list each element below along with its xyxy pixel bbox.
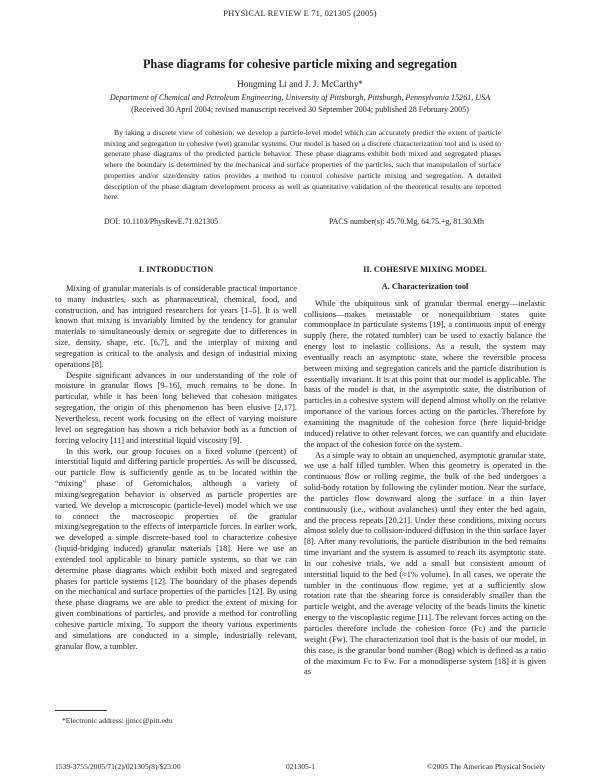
- abstract: By taking a discrete view of cohesion, we develop a particle-level model which can accurately predict the extent of particle mixing and segregation in cohesive (wet) granular systems. Our model is based on a discrete characterization tool and is used to generate phase diagrams of the predicted particle behavior. These phase diagrams exhibit both mixed and segregated phases where the boundary is determined by the mechanical and surface properties of the particles, such that manipulation of surface properties and/or size/density ratios provides a method to control cohesive particle mixing and segregation. A detailed description of the phase diagram development process as well as quantitative validation of the theoretical results are reported here.: [104, 128, 501, 202]
- footnote: *Electronic address: jjmcc@pitt.edu: [62, 716, 173, 725]
- paragraph: As a simple way to obtain an unquenched, asymptotic granular state, we use a half filled tumbler. When this geometry is operated in the continuous flow or rolling regime, the bulk of the bed undergoes a solid-body rotation by following the cylinder motion. Near the surface, the particles flow downward along the surface in a thin layer continuously (i.e., without avalanches) until they enter the bed again, and the process repeats [20,21]. Under these conditions, mixing occurs almost solely due to collision-induced diffusion in the thin surface layer [8]. After many revolutions, the particle distribution in the bed remains time invariant and the system is assumed to reach its asymptotic state. In our cohesive trials, we add a small but consistent amount of interstitial liquid to the bed (≈1% volume). In all cases, we operate the tumbler in the continuous flow regime, yet at a sufficiently slow rotation rate that the shearing force is considerably smaller than the particle weight, and the average velocity of the beads limits the kinetic energy to the viscoplastic regime [11]. The relevant forces acting on the particles therefore include the cohesion force (Fc) and the particle weight (Fw). The characterization tool that is the basis of our model, in this case, is the granular bond number (Bog) which is defined as a ratio of the maximum Fc to Fw. For a monodisperse system [18] it is given as: [304, 450, 546, 677]
- paragraph: Mixing of granular materials is of considerable practical importance to many industries, such as pharmaceutical, chemical, food, and construction, and has intrigued researchers for years [1–5]. It is well known that mixing is invariably limited by the tendency for granular materials to simultaneously demix or segregate due to differences in size, density, shape, etc. [6,7], and the interplay of mixing and segregation is critical to the analysis and design of industrial mixing operations [8].: [55, 283, 297, 369]
- footer-publisher: ©2005 The American Physical Society: [427, 762, 546, 771]
- paper-title: Phase diagrams for cohesive particle mixing and segregation: [142, 57, 458, 71]
- section-heading-introduction: I. INTRODUCTION: [138, 265, 214, 274]
- right-column: [304, 265, 546, 678]
- paragraph: In this work, our group focuses on a fixed volume (percent) of interstitial liquid and differing particle properties. As will be discussed, our particle flow is sufficiently gentle as to be located within the “mixing” phase of Geromichalos, although a variety of mixing/segregation behavior is observed as particle properties are varied. We develop a microscopic (particle-level) model which we use to connect the macroscopic properties of the granular mixing/segregation to the effects of interparticle forces. In earlier work, we developed a simple discrete-based tool to characterize cohesive (liquid-bridging induced) granular materials [18]. Here we use an extended tool applicable to binary particle systems, so that we can determine phase diagrams which exhibit both mixed and segregated phases for particle systems [12]. The boundary of the phases depends on the mechanical and surface properties of the particles [12]. By using these phase diagrams we are able to predict the extent of mixing for given combinations of particles, and provide a method for controlling cohesive particle mixing. To support the theory various experiments and simulations are conducted in a simple, industrially relevant, granular flow, a tumbler.: [55, 446, 297, 651]
- doi: DOI: 10.1103/PhysRevE.71.021305: [104, 217, 219, 226]
- received-dates: (Received 30 April 2004; revised manuscript received 30 September 2004; published 28 February 2005): [131, 105, 469, 114]
- section-heading-model: II. COHESIVE MIXING MODEL: [363, 265, 487, 274]
- subsection-heading: A. Characterization tool: [381, 281, 469, 291]
- footnote-rule: [55, 710, 107, 711]
- affiliation: Department of Chemical and Petroleum Engineering, University of Pittsburgh, Pittsburgh, Pennsylvania 15261, USA: [109, 93, 491, 102]
- journal-header: PHYSICAL REVIEW E 71, 021305 (2005): [223, 9, 377, 18]
- paragraph: Despite significant advances in our understanding of the role of moisture in granular flows [9–16], much remains to be done. In particular, while it has been long believed that cohesion mitigates segregation, the origin of this phenomenon has been elusive [2,17]. Nevertheless, recent work focusing on the effect of varying moisture level on segregation has shown a rich behavior both as a function of forcing velocity [11] and interstitial liquid viscosity [9].: [55, 370, 297, 445]
- paragraph: While the ubiquitous sink of granular thermal energy—inelastic collisions—makes metastable or nonequilibrium states quite commonplace in particulate systems [19], a continuous input of energy supply (here, the rotated tumbler) can be used to exactly balance the energy lost to inelastic collisions. As a result, the system may eventually reach an asymptotic state, where the reversible process between mixing and segregation cancels and the particle distribution is essentially invariant. It is at this point that our model is applicable. The basis of the model is that, in the asymptotic state, the distribution of particles in a cohesive system will depend almost wholly on the relative importance of the various forces acting on the particles. Therefore by examining the magnitude of the cohesion force (here liquid-bridge induced) relative to other relevant forces, we can quantify and elucidate the impact of the cohesion force on the system.: [304, 298, 546, 449]
- authors: Hongming Li and J. J. McCarthy*: [237, 79, 363, 89]
- page-number: 021305-1: [286, 762, 316, 771]
- left-column: [55, 265, 297, 653]
- pacs-numbers: PACS number(s): 45.70.Mg, 64.75.+g, 81.30.Mh: [329, 217, 484, 226]
- footer-copyright-code: 1539-3755/2005/71(2)/021305(8)/$23.00: [55, 762, 181, 771]
